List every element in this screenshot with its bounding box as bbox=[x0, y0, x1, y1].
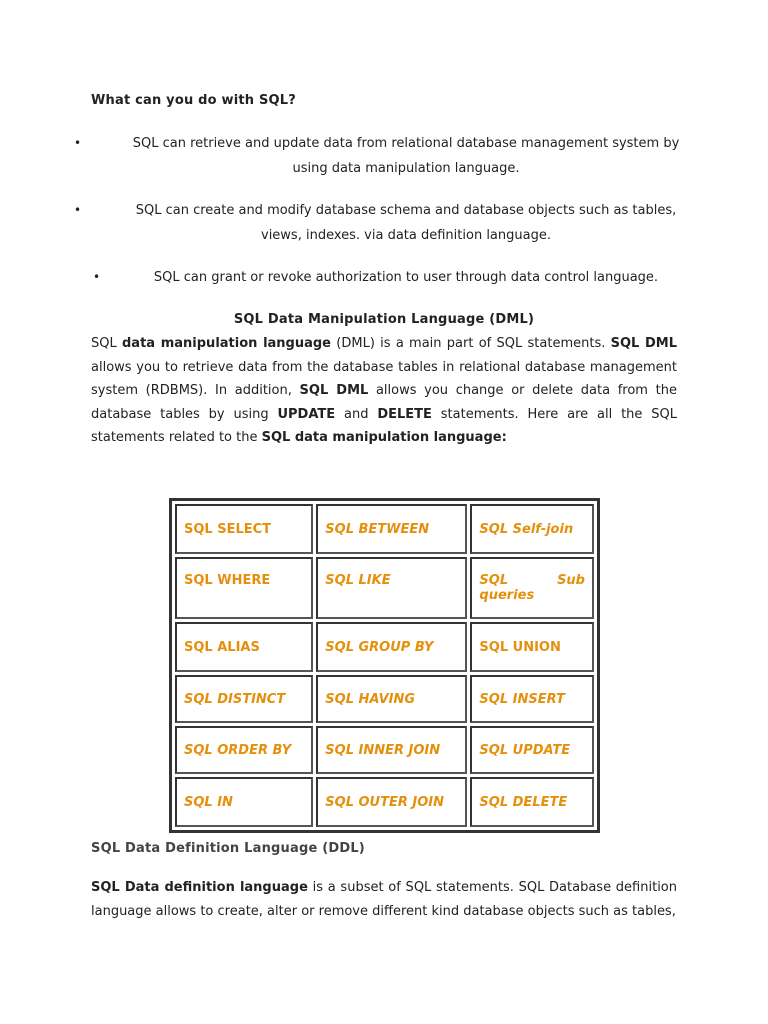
link-sql-order-by[interactable]: SQL ORDER BY bbox=[175, 726, 313, 774]
subqueries-word-sub: Sub bbox=[557, 573, 585, 588]
table-row bbox=[175, 504, 594, 554]
subqueries-word-sql: SQL bbox=[479, 573, 509, 588]
link-sql-having[interactable]: SQL HAVING bbox=[316, 675, 467, 723]
dml-text-5: statements. Here are all the SQL statements related to the bbox=[91, 406, 678, 446]
link-sql-delete[interactable]: SQL DELETE bbox=[470, 777, 594, 827]
bullet-text-3 bbox=[130, 265, 682, 290]
link-sql-inner-join[interactable]: SQL INNER JOIN bbox=[316, 726, 467, 774]
dml-bold-sql-dml-1: SQL DML bbox=[610, 336, 678, 351]
link-sql-between[interactable]: SQL BETWEEN bbox=[316, 504, 467, 554]
bullet-dot-2: • bbox=[74, 203, 82, 217]
question-heading: What can you do with SQL? bbox=[91, 93, 297, 108]
dml-bold-dml: data manipulation language bbox=[122, 336, 332, 351]
bullet-1-line-1: SQL can retrieve and update data from relational database management system by bbox=[132, 136, 680, 151]
dml-text-4: and bbox=[335, 406, 378, 422]
dml-paragraph bbox=[91, 332, 677, 450]
dml-title: SQL Data Manipulation Language (DML) bbox=[233, 312, 535, 327]
sql-dml-table bbox=[169, 498, 600, 833]
link-sql-self-join[interactable]: SQL Self-join bbox=[470, 504, 594, 554]
dml-bold-sql-dml-2: SQL DML bbox=[299, 383, 369, 399]
dml-text-1: (DML) is a main part of SQL statements. bbox=[331, 336, 611, 351]
table-row bbox=[175, 557, 594, 619]
dml-text-2: allows you to retrieve data from the database tables in relational database management system (RDBMS). In addition, bbox=[91, 359, 677, 399]
dml-text-3: allows you change or delete data from the database tables by using bbox=[91, 383, 677, 422]
bullet-2-line-1: SQL can create and modify database schema and database objects such as tables, bbox=[135, 203, 677, 218]
link-sql-in[interactable]: SQL IN bbox=[175, 777, 313, 827]
link-sql-select[interactable]: SQL SELECT bbox=[175, 504, 313, 554]
bullet-text-1 bbox=[96, 131, 716, 181]
dml-text-sql: SQL bbox=[91, 336, 122, 351]
bullet-3-line-1: SQL can grant or revoke authorization to user through data control language. bbox=[153, 270, 659, 285]
table-row bbox=[175, 622, 594, 672]
ddl-bold-term: SQL Data definition language bbox=[91, 880, 308, 895]
link-sql-like[interactable]: SQL LIKE bbox=[316, 557, 467, 619]
table-row bbox=[175, 777, 594, 827]
bullet-dot-3: • bbox=[93, 270, 101, 284]
link-sql-distinct[interactable]: SQL DISTINCT bbox=[175, 675, 313, 723]
link-sql-union[interactable]: SQL UNION bbox=[470, 622, 594, 672]
ddl-text-1: is a subset of SQL statements. SQL Database definition language allows to create, alter or remove different kind database objects such as tables, bbox=[91, 880, 677, 919]
ddl-paragraph bbox=[91, 876, 677, 924]
dml-bold-update: UPDATE bbox=[277, 406, 336, 422]
table-row bbox=[175, 726, 594, 774]
link-sql-where[interactable]: SQL WHERE bbox=[175, 557, 313, 619]
link-sql-alias[interactable]: SQL ALIAS bbox=[175, 622, 313, 672]
link-sql-outer-join[interactable]: SQL OUTER JOIN bbox=[316, 777, 467, 827]
link-sql-sub-queries[interactable] bbox=[470, 557, 594, 619]
link-sql-insert[interactable]: SQL INSERT bbox=[470, 675, 594, 723]
ddl-title: SQL Data Definition Language (DDL) bbox=[91, 841, 365, 856]
subqueries-line-1 bbox=[479, 573, 585, 588]
bullet-2-line-2: views, indexes. via data definition language. bbox=[261, 228, 551, 243]
link-sql-group-by[interactable]: SQL GROUP BY bbox=[316, 622, 467, 672]
bullet-dot-1: • bbox=[74, 136, 82, 150]
subqueries-line-2: queries bbox=[479, 588, 535, 603]
bullet-text-2 bbox=[96, 198, 716, 248]
table-row bbox=[175, 675, 594, 723]
bullet-1-line-2: using data manipulation language. bbox=[292, 161, 520, 176]
dml-bold-delete: DELETE bbox=[377, 406, 432, 422]
dml-bold-statements: SQL data manipulation language: bbox=[261, 430, 507, 446]
link-sql-update[interactable]: SQL UPDATE bbox=[470, 726, 594, 774]
